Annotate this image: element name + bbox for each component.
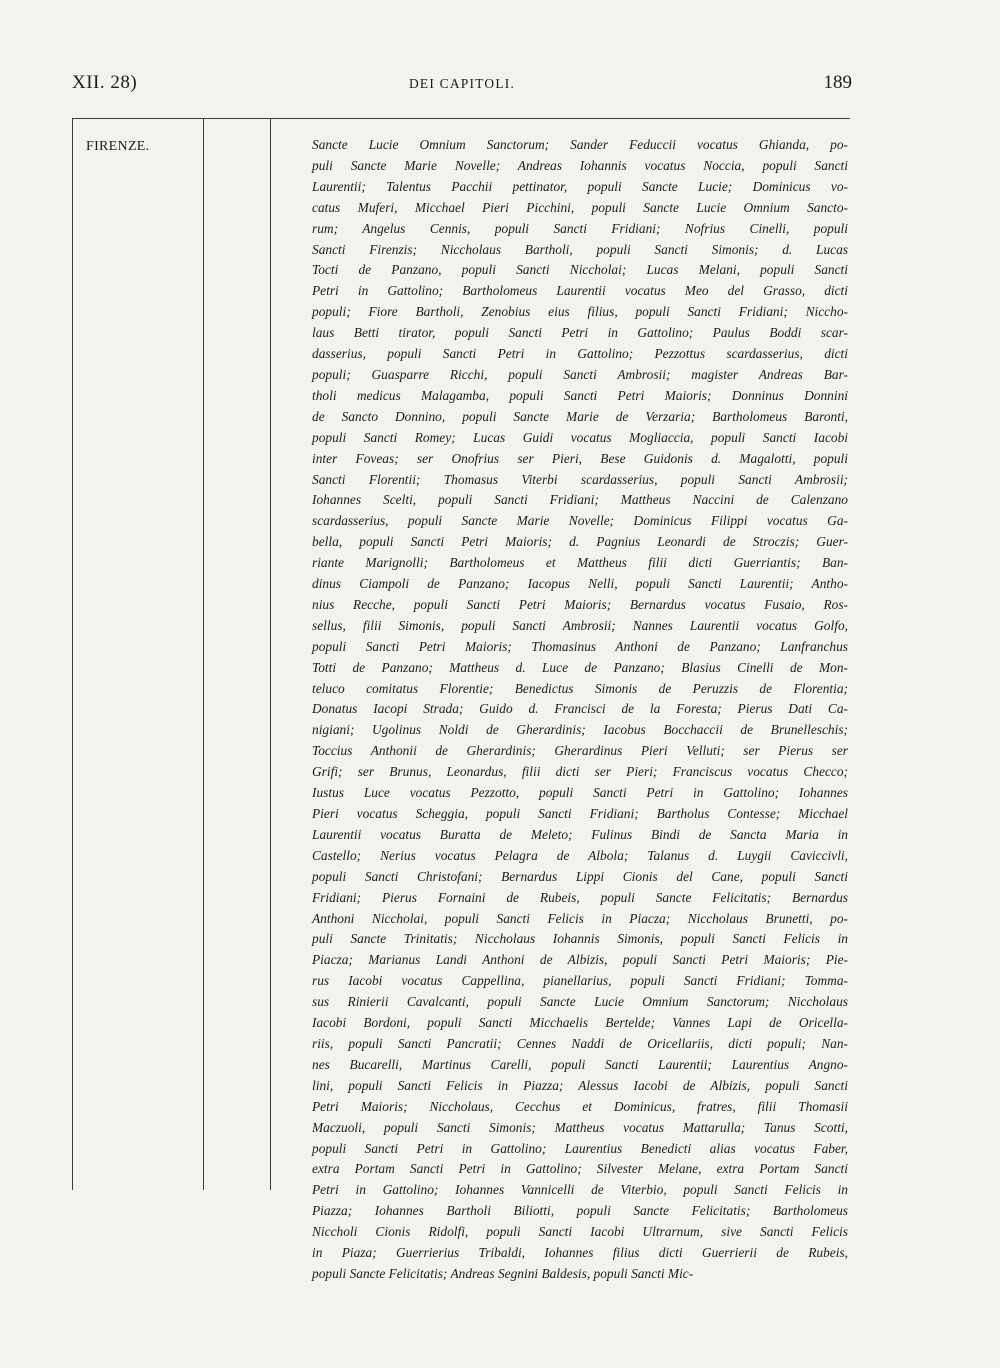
column-rule-right <box>270 118 271 1190</box>
text-line: Toccius Anthonii de Gherardinis; Gherardinus Pieri Velluti; ser Pierus ser <box>312 743 848 759</box>
text-line: scardasserius, populi Sancte Marie Novelle; Dominicus Filippi vocatus Ga- <box>312 513 848 529</box>
text-line: rum; Angelus Cennis, populi Sancti Fridiani; Nofrius Cinelli, populi <box>312 220 848 236</box>
text-line: nes Bucarelli, Martinus Carelli, populi Sancti Laurentii; Laurentius Angno- <box>312 1056 848 1072</box>
text-line: Niccholi Cionis Ridolfi, populi Sancti Iacobi Ultrarnum, sive Sancti Felicis <box>312 1224 848 1240</box>
text-line: inter Foveas; ser Onofrius ser Pieri, Bese Guidonis d. Magalotti, populi <box>312 450 848 466</box>
text-line: nius Recche, populi Sancti Petri Maioris; Bernardus vocatus Fusaio, Ros- <box>312 596 848 612</box>
text-line: riis, populi Sancti Pancratii; Cennes Naddi de Oricellariis, dicti populi; Nan- <box>312 1035 848 1051</box>
column-rule-middle <box>203 118 204 1190</box>
page-number: 189 <box>823 72 852 93</box>
text-line: Petri in Gattolino; Bartholomeus Laurentii vocatus Meo del Grasso, dicti <box>312 283 848 299</box>
text-line: Sancti Firenzis; Nicchola​us Bartholi, populi Sancti Simonis; d. Lucas <box>312 241 848 257</box>
text-line: Castello; Nerius vocatus Pelagra de Albola; Talanus d. Luygii Caviccivli, <box>312 847 848 863</box>
text-line: sus Rinierii Cavalcanti, populi Sancte Lucie Omnium Sanctorum; Niccholaus <box>312 994 848 1010</box>
text-line: sellus, filii Simonis, populi Sancti Ambrosii; Nannes Laurentii vocatus Golfo, <box>312 617 848 633</box>
text-line: Iohannes Scelti, populi Sancti Fridiani; Mattheus Naccini de Calenzano <box>312 492 848 508</box>
text-line: Piacza; Marianus Landi Anthoni de Albizis, populi Sancti Petri Maioris; Pie- <box>312 952 848 968</box>
text-line: nigiani; Ugolinus Noldi de Gherardinis; Iacobus Bocchaccii de Brunelleschis; <box>312 722 848 738</box>
text-line: lini, populi Sancti Felicis in Piazza; Alessus Iacobi de Albizis, populi Sancti <box>312 1077 848 1093</box>
text-line: Anthoni Niccholai, populi Sancti Felicis in Piacza; Niccholaus Brunetti, po- <box>312 910 848 926</box>
text-line: populi; Fiore Bartholi, Zenobius eius filius, populi Sancti Fridiani; Niccho- <box>312 304 848 320</box>
text-line: in Piaza; Guerrierius Tribaldi, Iohannes filius dicti Guerrierii de Rubeis, <box>312 1245 848 1261</box>
text-line: bella, populi Sancti Petri Maioris; d. Pagnius Leonardi de Stroczis; Guer- <box>312 534 848 550</box>
text-line: extra Portam Sancti Petri in Gattolino; Silvester Melane, extra Portam Sancti <box>312 1161 848 1177</box>
text-line: teluco comitatus Florentie; Benedictus Simonis de Peruzzis de Florentia; <box>312 680 848 696</box>
text-line: populi Sancti Christofani; Bernardus Lippi Cionis del Cane, populi Sancti <box>312 868 848 884</box>
place-label: FIRENZE. <box>86 139 150 154</box>
text-line: populi; Guasparre Ricchi, populi Sancti Ambrosii; magister Andreas Bar- <box>312 366 848 382</box>
text-line: dinus Ciampoli de Panzano; Iacopus Nelli, populi Sancti Laurentii; Antho- <box>312 576 848 592</box>
text-line: Sancti Florentii; Thomasus Viterbi scardasserius, populi Sancti Ambrosii; <box>312 471 848 487</box>
running-header <box>72 72 852 102</box>
text-line: populi Sancti Petri in Gattolino; Laurentius Benedicti alias vocatus Faber, <box>312 1140 848 1156</box>
text-line: puli Sancte Marie Novelle; Andreas Iohannis vocatus Noccia, populi Sancti <box>312 157 848 173</box>
text-line: Petri Maioris; Niccholaus, Cecchus et Dominicus, fratres, filii Thomasii <box>312 1098 848 1114</box>
text-line: Petri in Gattolino; Iohannes Vannicelli de Viterbio, populi Sancti Felicis in <box>312 1182 848 1198</box>
text-line: Fridiani; Pierus Fornaini de Rubeis, populi Sancte Felicitatis; Bernardus <box>312 889 848 905</box>
text-line: Iacobi Bordoni, populi Sancti Micchaelis Bertelde; Vannes Lapi de Oricella- <box>312 1015 848 1031</box>
column-rule-left <box>72 118 73 1190</box>
text-line: tholi medicus Malagamba, populi Sancti Petri Maioris; Donninus Donnini <box>312 387 848 403</box>
text-line: Piazza; Iohannes Bartholi Biliotti, populi Sancte Felicitatis; Bartholomeus <box>312 1203 848 1219</box>
text-line: puli Sancte Trinitatis; Niccholaus Iohannis Simonis, populi Sancti Felicis in <box>312 931 848 947</box>
text-line: rus Iacobi vocatus Cappellina, pianellarius, populi Sancti Fridiani; Tomma- <box>312 973 848 989</box>
text-line: Pieri vocatus Scheggia, populi Sancti Fridiani; Bartholus Contesse; Micchael <box>312 806 848 821</box>
text-line: Laurentii vocatus Buratta de Meleto; Fulinus Bindi de Sancta Maria in <box>312 826 848 842</box>
text-line: laus Betti tirator, populi Sancti Petri in Gattolino; Paulus Boddi scar- <box>312 325 848 341</box>
chapter-reference: XII. 28) <box>72 72 138 93</box>
text-line: Tocti de Panzano, populi Sancti Niccholai; Lucas Melani, populi Sancti <box>312 262 848 278</box>
text-line: catus Muferi, Micchael Pieri Picchini, populi Sancte Lucie Omnium Sancto- <box>312 199 848 215</box>
table-top-rule <box>72 118 850 119</box>
text-line: Donatus Iacopi Strada; Guido d. Francisci de la Foresta; Pierus Dati Ca- <box>312 701 848 717</box>
text-line: Sancte Lucie Omnium Sanctorum; Sander Feduccii vocatus Ghianda, po- <box>312 137 848 152</box>
running-title: DEI CAPITOLI. <box>408 76 516 91</box>
body-text <box>312 135 848 1285</box>
text-line: Laurentii; Talentus Pacchii pettinator, populi Sancte Lucie; Dominicus vo- <box>312 178 848 194</box>
text-line: populi Sancti Romey; Lucas Guidi vocatus Mogliaccia, populi Sancti Iacobi <box>312 429 848 445</box>
text-line: Iustus Luce vocatus Pezzotto, populi Sancti Petri in Gattolino; Iohannes <box>312 785 848 801</box>
text-line: Totti de Panzano; Mattheus d. Luce de Panzano; Blasius Cinelli de Mon- <box>312 659 848 675</box>
text-line: riante Marignolli; Bartholomeus et Mattheus filii dicti Guerriantis; Ban- <box>312 555 848 571</box>
text-line: populi Sancte Felicitatis; Andreas Segnini Baldesis, populi Sancti Mic- <box>312 1265 694 1281</box>
text-line: dasserius, populi Sancti Petri in Gattolino; Pezzottus scardasserius, dicti <box>312 346 848 362</box>
text-line: populi Sancti Petri Maioris; Thomasinus Anthoni de Panzano; Lanfranchus <box>312 638 848 654</box>
text-line: de Sancto Donnino, populi Sancte Marie de Verzaria; Bartholomeus Baronti, <box>312 408 848 424</box>
text-line: Grifi; ser Brunus, Leonardus, filii dicti ser Pieri; Franciscus vocatus Checco; <box>312 764 848 780</box>
text-line: Maczuoli, populi Sancti Simonis; Mattheus vocatus Mattarulla; Tanus Scotti, <box>312 1119 848 1135</box>
